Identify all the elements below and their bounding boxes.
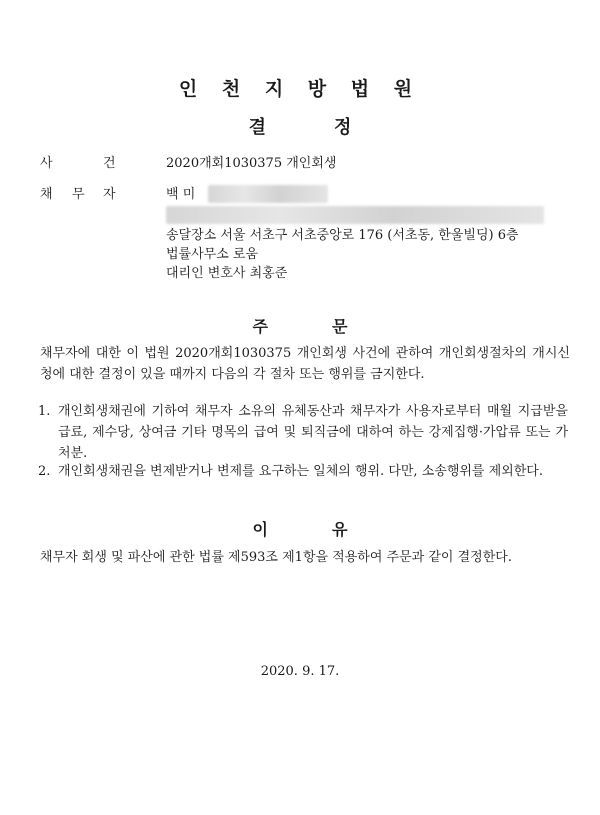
order-item <box>38 401 568 464</box>
debtor-label-2: 무 <box>72 187 85 202</box>
debtor-label-3: 자 <box>103 187 116 202</box>
order-item-number: 2. <box>38 464 51 479</box>
order-intro: 채무자에 대한 이 법원 2020개회1030375 개인회생 사건에 관하여 개인회생절차의 개시신청에 대한 결정이 있을 때까지 다음의 각 절차 또는 행위를 금지한다. <box>40 346 570 382</box>
reason-heading-1: 이 <box>252 520 268 539</box>
order-heading-1: 주 <box>252 317 268 336</box>
order-item-number: 1. <box>38 404 51 419</box>
redacted-address-block <box>166 206 544 224</box>
document-type-title <box>0 113 600 139</box>
order-item <box>38 461 568 482</box>
service-address: 송달장소 서울 서초구 서초중앙로 176 (서초동, 한울빌딩) 6층 <box>166 228 519 243</box>
reason-heading <box>0 517 600 540</box>
doc-type-char-1: 결 <box>248 117 266 138</box>
representative: 대리인 변호사 최홍준 <box>166 266 288 281</box>
order-heading <box>0 314 600 337</box>
case-number: 2020개회1030375 개인회생 <box>166 156 337 171</box>
law-office: 법률사무소 로움 <box>166 247 259 262</box>
order-heading-2: 문 <box>332 317 348 336</box>
doc-type-char-2: 정 <box>334 117 352 138</box>
order-item-text: 개인회생채권에 기하여 채무자 소유의 유체동산과 채무자가 사용자로부터 매월 지급받을 급료, 제수당, 상여금 기타 명목의 급여 및 퇴직금에 대하여 하는 강제집행·가압류 또는 가처분. <box>58 404 568 461</box>
reason-heading-2: 유 <box>332 520 348 539</box>
decision-date: 2020. 9. 17. <box>260 664 340 679</box>
debtor-label-1: 채 <box>40 187 53 202</box>
redacted-name-block <box>208 185 328 203</box>
reason-text: 채무자 회생 및 파산에 관한 법률 제593조 제1항을 적용하여 주문과 같이 결정한다. <box>40 550 512 565</box>
court-name: 인 천 지 방 법 원 <box>178 78 422 100</box>
case-label-1: 사 <box>40 156 53 171</box>
order-item-text: 개인회생채권을 변제받거나 변제를 요구하는 일체의 행위. 다만, 소송행위를 제외한다. <box>58 464 543 479</box>
case-label-2: 건 <box>103 156 116 171</box>
debtor-name: 백 미 <box>166 187 196 202</box>
